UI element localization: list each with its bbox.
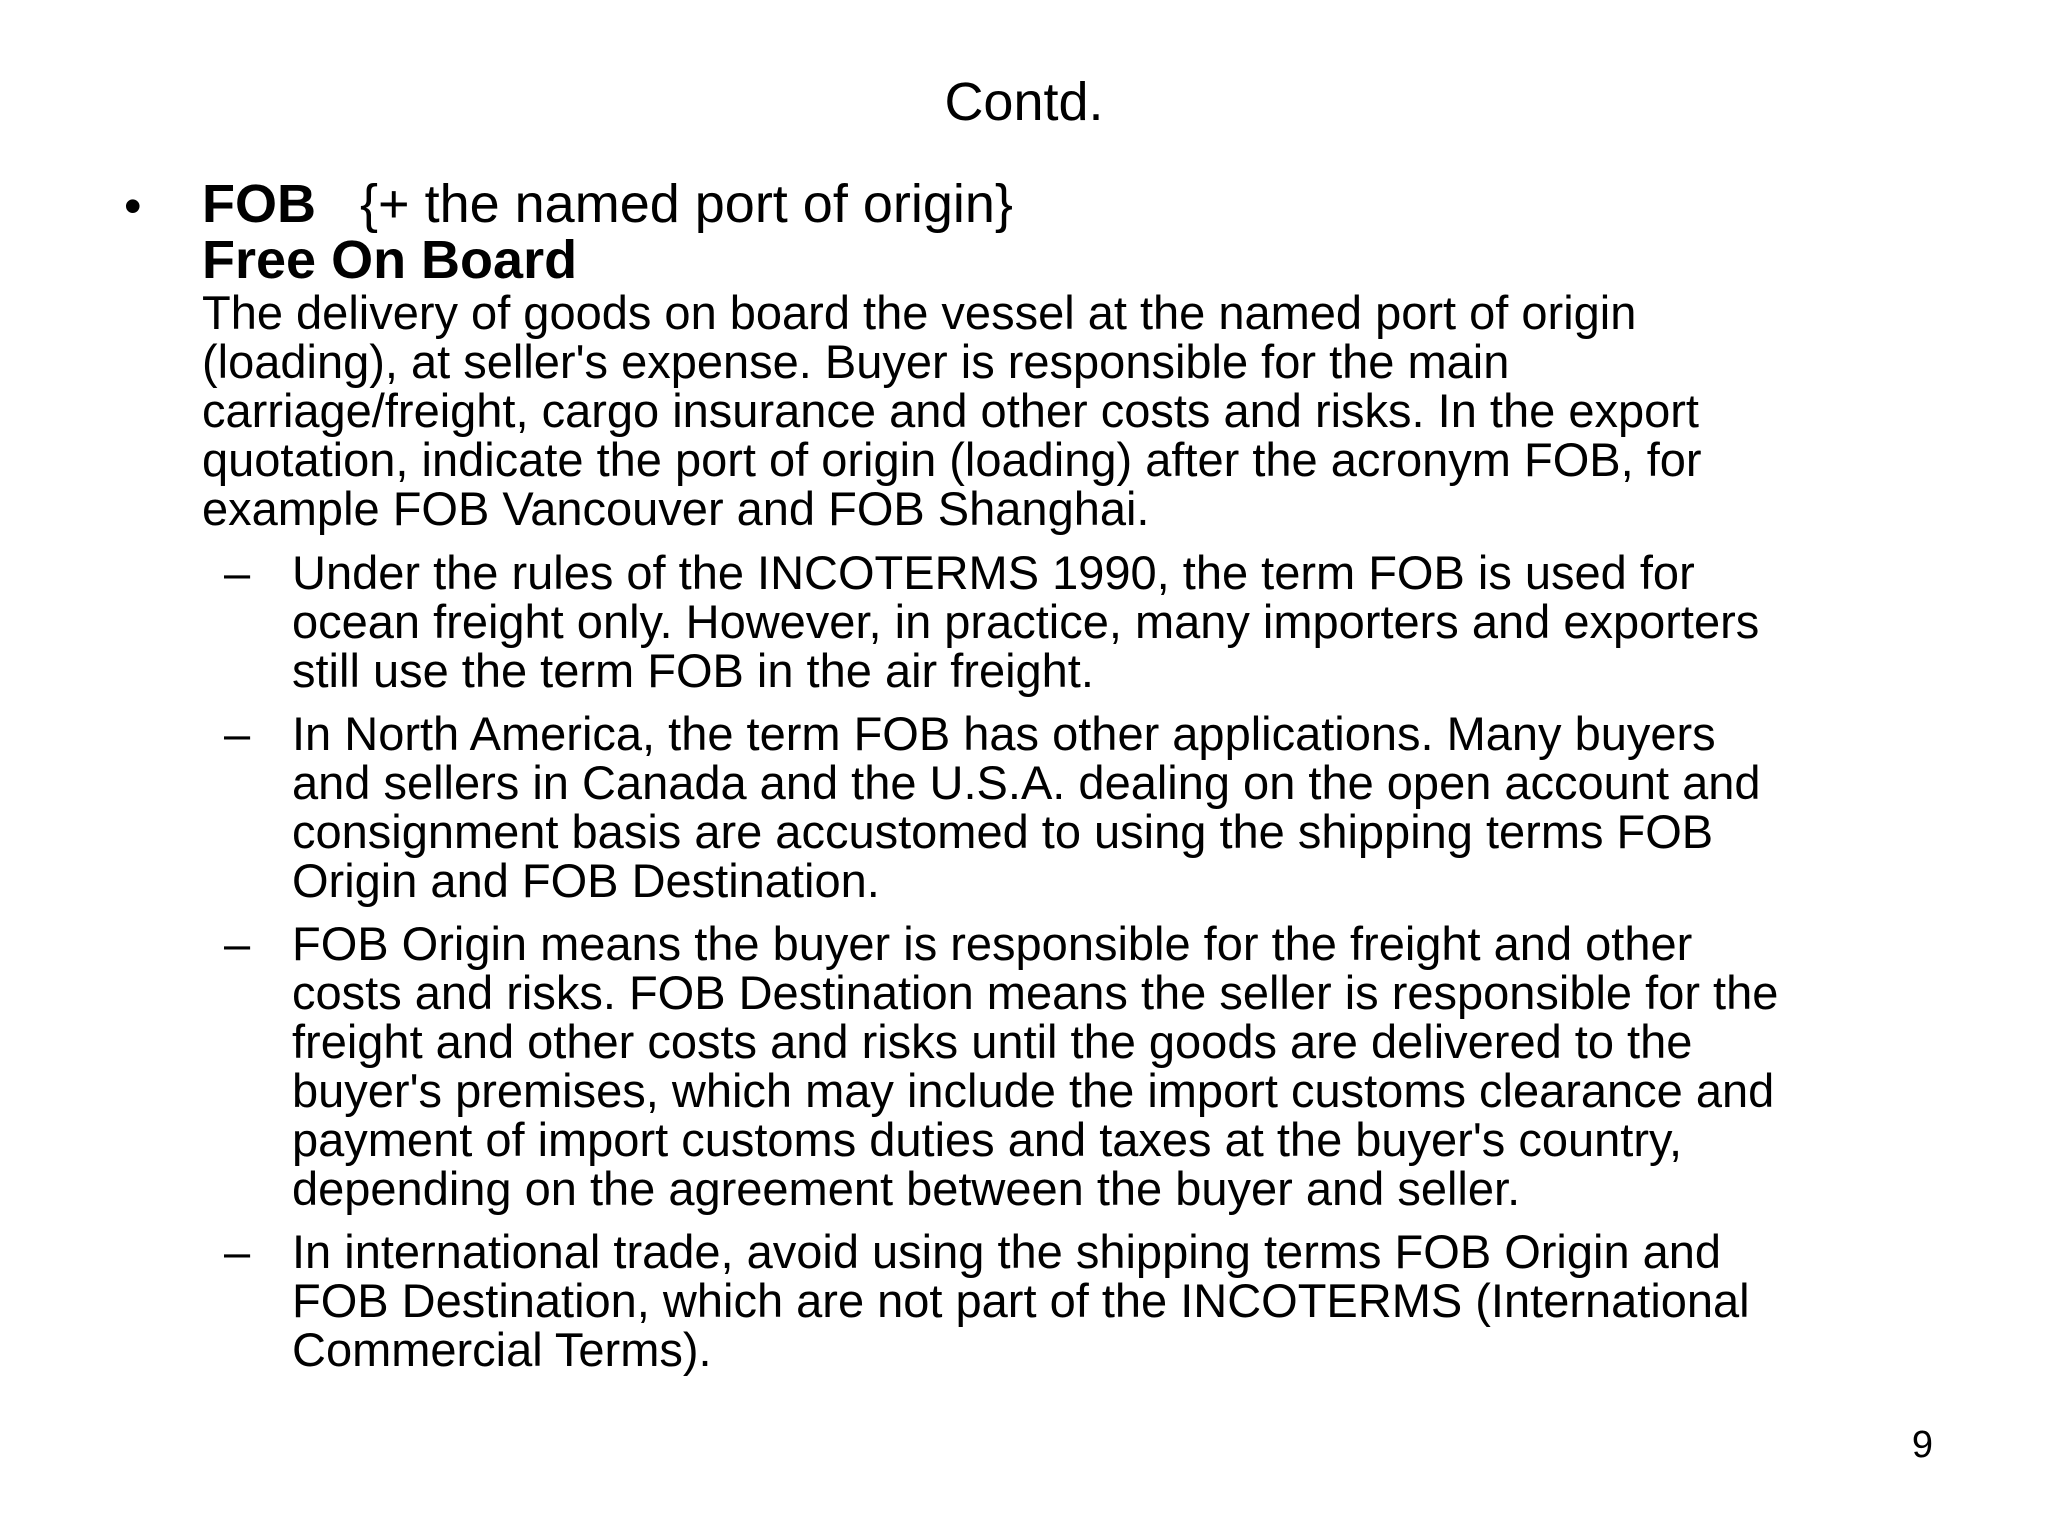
description-line: The delivery of goods on board the vessel at the named port of origin [202, 286, 1637, 339]
sub-point-line: FOB Origin means the buyer is responsible for the freight and other [292, 917, 1693, 970]
term-acronym: FOB [202, 174, 316, 234]
sub-point-line: Origin and FOB Destination. [292, 854, 880, 907]
sub-point [224, 709, 1964, 905]
sub-point-line: consignment basis are accustomed to using the shipping terms FOB [292, 805, 1714, 858]
dash-marker: – [224, 546, 251, 599]
dash-marker: – [224, 1225, 251, 1278]
sub-point-list [224, 548, 1964, 1388]
sub-point-line: buyer's premises, which may include the import customs clearance and [292, 1064, 1775, 1117]
sub-point-line: FOB Destination, which are not part of the INCOTERMS (International [292, 1274, 1750, 1327]
dash-marker: – [224, 917, 251, 970]
sub-point-line: Commercial Terms). [292, 1323, 712, 1376]
sub-point-line: depending on the agreement between the buyer and seller. [292, 1162, 1521, 1215]
sub-point-line: Under the rules of the INCOTERMS 1990, the term FOB is used for [292, 546, 1695, 599]
dash-marker: – [224, 707, 251, 760]
main-bullet [202, 176, 1922, 533]
term-full-name: Free On Board [202, 230, 578, 290]
sub-point-line: costs and risks. FOB Destination means the seller is responsible for the [292, 966, 1779, 1019]
sub-point [224, 1227, 1964, 1374]
bullet-marker: • [124, 178, 142, 234]
sub-point [224, 548, 1964, 695]
description-line: quotation, indicate the port of origin (loading) after the acronym FOB, for [202, 433, 1702, 486]
description-line: carriage/freight, cargo insurance and other costs and risks. In the export [202, 384, 1699, 437]
sub-point-line: In North America, the term FOB has other applications. Many buyers [292, 707, 1716, 760]
sub-point-line: and sellers in Canada and the U.S.A. dealing on the open account and [292, 756, 1761, 809]
page-number: 9 [1911, 1424, 1933, 1466]
term-description [202, 288, 1922, 533]
description-line: (loading), at seller's expense. Buyer is responsible for the main [202, 335, 1510, 388]
sub-point-line: In international trade, avoid using the shipping terms FOB Origin and [292, 1225, 1722, 1278]
term-heading [202, 176, 1922, 232]
slide-title: Contd. [944, 72, 1104, 132]
sub-point-line: freight and other costs and risks until the goods are delivered to the [292, 1015, 1693, 1068]
sub-point-line: ocean freight only. However, in practice, many importers and exporters [292, 595, 1760, 648]
sub-point-line: payment of import customs duties and taxes at the buyer's country, [292, 1113, 1683, 1166]
term-suffix: {+ the named port of origin} [360, 174, 1013, 234]
sub-point [224, 919, 1964, 1213]
sub-point-line: still use the term FOB in the air freight. [292, 644, 1094, 697]
description-line: example FOB Vancouver and FOB Shanghai. [202, 482, 1150, 535]
